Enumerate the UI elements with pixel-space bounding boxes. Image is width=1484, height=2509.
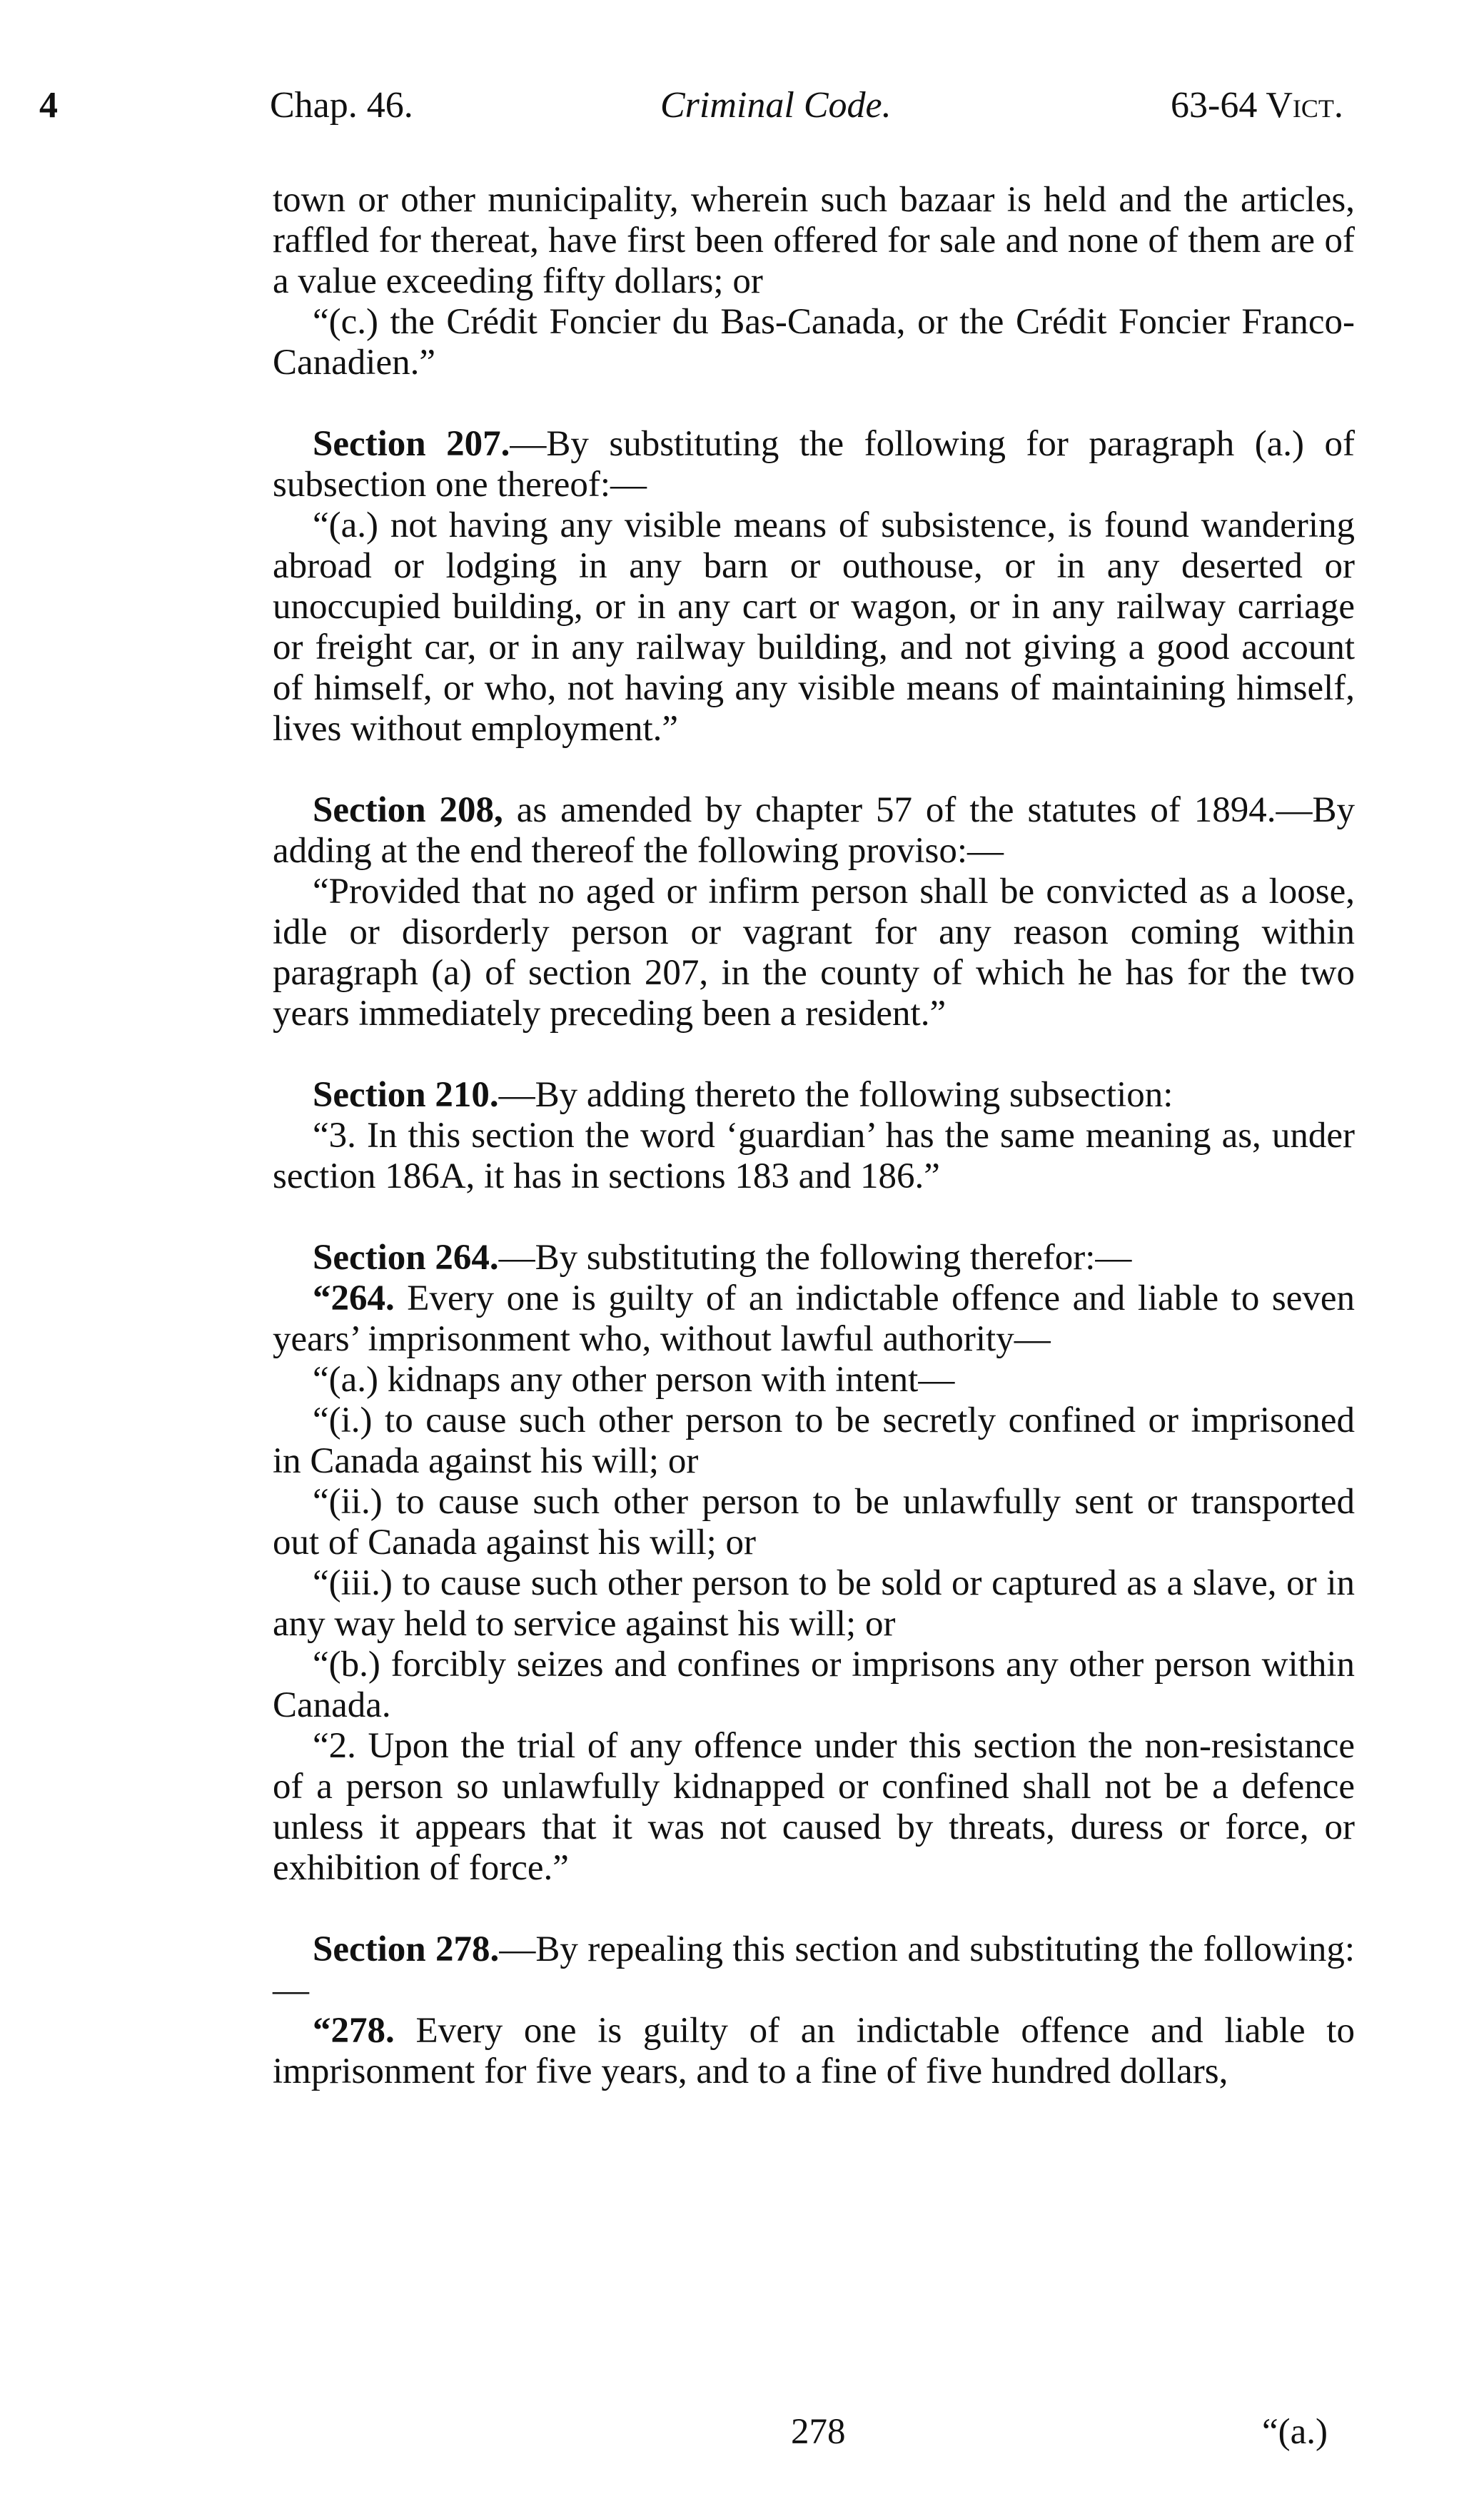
paragraph bbox=[273, 1645, 1355, 1726]
paragraph bbox=[273, 1482, 1355, 1563]
section-reference: Section 207. bbox=[313, 424, 510, 464]
section-amendment-paragraph bbox=[273, 790, 1355, 872]
paragraph-text: “(c.) the Crédit Foncier du Bas-Canada, or the Crédit Foncier Franco-Canadien.” bbox=[273, 302, 1355, 383]
section-amendment-paragraph bbox=[273, 1929, 1355, 2011]
paragraph-text: “(ii.) to cause such other person to be unlawfully sent or transported out of Canada against his will; or bbox=[273, 1482, 1355, 1563]
catchword: “(a.) bbox=[1262, 2412, 1328, 2452]
paragraph bbox=[273, 1278, 1355, 1360]
paragraph-text: —By repealing this section and substituting the following:— bbox=[273, 1929, 1355, 2010]
section-amendment-paragraph bbox=[273, 1075, 1355, 1116]
paragraph bbox=[273, 1563, 1355, 1645]
paragraph bbox=[273, 2011, 1355, 2092]
paragraph-text: “(b.) forcibly seizes and confines or imprisons any other person within Canada. bbox=[273, 1645, 1355, 1725]
paragraph-text: —By substituting the following therefor:— bbox=[498, 1238, 1132, 1278]
running-title: Criminal Code. bbox=[660, 85, 892, 126]
paragraph bbox=[273, 1116, 1355, 1197]
paragraph bbox=[273, 1726, 1355, 1889]
page-number: 4 bbox=[39, 85, 58, 126]
paragraph bbox=[273, 872, 1355, 1034]
paragraph-text: town or other municipality, wherein such bazaar is held and the articles, raffled for thereat, have first been offered for sale and none of them are of a value exceeding fifty dollars; or bbox=[273, 180, 1355, 301]
paragraph-text: —By adding thereto the following subsection: bbox=[498, 1075, 1173, 1115]
paragraph-text: “(iii.) to cause such other person to be sold or captured as a slave, or in any way held to service against his will; or bbox=[273, 1563, 1355, 1644]
folio-number: 278 bbox=[791, 2412, 846, 2452]
paragraph bbox=[273, 1360, 1355, 1400]
paragraph-text: “Provided that no aged or infirm person shall be convicted as a loose, idle or disorderly person or vagrant for any reason coming within paragraph (a) of section 207, in the county of which he has for the two years immediately preceding been a resident.” bbox=[273, 872, 1355, 1034]
paragraph-text: “(a.) not having any visible means of subsistence, is found wandering abroad or lodging in any barn or outhouse, or in any deserted or unoccupied building, or in any cart or wagon, or in any railway carriage or freight car, or in any railway building, and not giving a good account of himself, or who, not having any visible means of maintaining himself, lives without employment.” bbox=[273, 505, 1355, 749]
running-header bbox=[0, 84, 1484, 141]
section-amendment-paragraph bbox=[273, 424, 1355, 505]
paragraph bbox=[273, 1400, 1355, 1482]
section-reference: Section 208, bbox=[313, 790, 503, 830]
section-amendment-paragraph bbox=[273, 1238, 1355, 1278]
chapter-label: Chap. 46. bbox=[270, 85, 413, 126]
paragraph-text: as amended by chapter 57 of the statutes of 1894.—By adding at the end thereof the following proviso:— bbox=[273, 790, 1355, 871]
paragraph bbox=[273, 180, 1355, 302]
paragraph bbox=[273, 505, 1355, 749]
section-reference: Section 264. bbox=[313, 1238, 499, 1278]
paragraph-text: “2. Upon the trial of any offence under this section the non-resistance of a person so unlawfully kidnapped or confined shall not be a defence unless it appears that it was not caused by threats, duress or force, or exhibition of force.” bbox=[273, 1726, 1355, 1888]
paragraph-text: “(a.) kidnaps any other person with intent— bbox=[313, 1360, 955, 1400]
paragraph-text: “(i.) to cause such other person to be secretly confined or imprisoned in Canada against his will; or bbox=[273, 1400, 1355, 1481]
body-text bbox=[273, 180, 1355, 2092]
section-reference: Section 278. bbox=[313, 1929, 500, 1969]
section-reference: Section 210. bbox=[313, 1075, 499, 1115]
paragraph-text: Every one is guilty of an indictable offence and liable to imprisonment for five years, and to a fine of five hundred dollars, bbox=[273, 2011, 1355, 2091]
regnal-year: 63-64 Vict. bbox=[1171, 85, 1343, 126]
section-reference: “264. bbox=[313, 1278, 395, 1318]
paragraph-text: “3. In this section the word ‘guardian’ has the same meaning as, under section 186A, it has in sections 183 and 186.” bbox=[273, 1116, 1355, 1196]
paragraph bbox=[273, 302, 1355, 383]
section-reference: “278. bbox=[313, 2011, 395, 2051]
paragraph-text: —By substituting the following for paragraph (a.) of subsection one thereof:— bbox=[273, 424, 1355, 505]
paragraph-text: Every one is guilty of an indictable offence and liable to seven years’ imprisonment who, without lawful authority— bbox=[273, 1278, 1355, 1359]
